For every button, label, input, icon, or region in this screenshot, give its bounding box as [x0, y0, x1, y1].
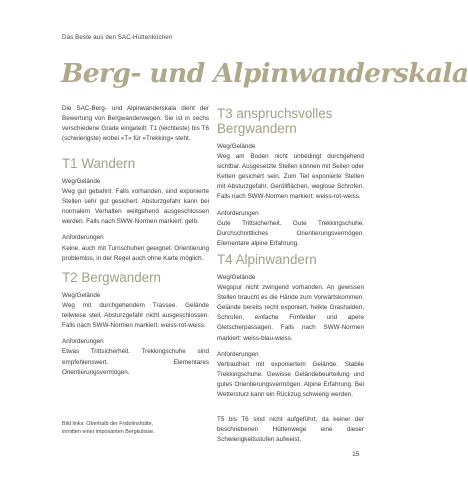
section-heading-t3: T3 anspruchsvolles Bergwandern: [217, 106, 333, 136]
req-text-t1: Keine, auch mit Turnschuhen geeignet. Orientierung problemlos, in der Regel auch ohne Karte möglich.: [62, 244, 209, 262]
req-label-t3: Anforderungen: [217, 209, 259, 217]
way-label-t2: Weg/Gelände: [62, 292, 101, 299]
req-label-t1: Anforderungen: [62, 234, 104, 242]
req-text-t3: Gute Trittsicherheit. Gute Trekkingschuhe. Durchschnittliches Orientierungsvermögen. Elementare alpine Erfahrung.: [217, 219, 364, 247]
section-t3: [217, 106, 364, 249]
way-text-t4: Wegspur nicht zwingend vorhanden. An gewissen Stellen braucht es die Hände zum Vorwärtskommen. Gelände bereits recht exponiert, heikle Grashalden, Schrofen, einfache Firnfelder und apere Gletscherpassagen. Falls nach SWW-Normen markiert: weiss-blau-weiss.: [217, 284, 364, 342]
left-column: [62, 104, 209, 376]
section-t1: [62, 156, 209, 264]
image-caption: Bild links: Oberhalb der Fridolinshütte, inmitten einer imposanten Bergkulisse.: [62, 421, 155, 435]
note-t5-t6: T5 bis T6 sind nicht aufgeführt, da keiner der beschriebenen Hüttenwege eine dieser Schwierigkeitsstufen aufweist.: [217, 416, 364, 444]
way-text-t1: Weg gut gebahnt. Falls vorhanden, sind exponierte Stellen sehr gut gesichert. Absturzgefahr kann bei normalem Verhalten weitgehend ausgeschlossen werden. Falls nach SWW-Normen markiert: gelb.: [62, 188, 209, 226]
section-t2: [62, 270, 209, 378]
req-text-t4: Vertrautheit mit exponiertem Gelände. Stabile Trekkingschuhe. Gewisse Geländebeurteilung und gutes Orientierungsvermögen. Alpine Erfahrung. Bei Wettersturz kann ein Rückzug schwierig werden.: [217, 360, 364, 399]
req-label-t4: Anforderungen: [217, 350, 259, 358]
intro-paragraph: Die SAC-Berg- und Alpinwanderskala dient der Bewertung von Bergwanderwegen. Sie ist in sechs verschiedene Grade eingeteilt: T1 (leichteste) bis T6 (schwierigste) wobei «T» für «Trekking» steht.: [62, 105, 209, 143]
section-heading-t2: T2 Bergwandern: [62, 270, 161, 285]
running-head: Das Beste aus den SAC-Hüttenküchen: [62, 34, 173, 41]
way-label-t1: Weg/Gelände: [62, 178, 101, 185]
page-title: Berg- und Alpinwanderskala: [61, 58, 468, 89]
section-heading-t4: T4 Alpinwandern: [217, 252, 317, 267]
section-t4: [217, 252, 364, 400]
page-number: 15: [352, 451, 360, 458]
way-label-t3: Weg/Gelände: [217, 143, 256, 150]
section-heading-t1: T1 Wandern: [62, 156, 136, 171]
way-text-t3: Weg am Boden nicht unbedingt durchgehend sichtbar. Ausgesetzte Stellen können mit Seilen oder Ketten gesichert sein. Zum Teil exponierte Stellen mit Absturzgefahr, Geröllflächen, weglose Schrofen. Falls nach SWW-Normen markiert: weiss-rot-weiss.: [217, 153, 364, 201]
req-text-t2: Etwas Trittsicherheit. Trekkingschuhe sind empfehlenswert. Elementares Orientierungsvermögen.: [62, 348, 209, 376]
way-label-t4: Weg/Gelände: [217, 274, 256, 281]
way-text-t2: Weg mit durchgehendem Trassee. Gelände teilweise steil, Absturzgefahr nicht ausgeschlossen. Falls nach SWW-Normen markiert: weiss-rot-weiss.: [62, 302, 209, 330]
req-label-t2: Anforderungen: [62, 338, 104, 346]
